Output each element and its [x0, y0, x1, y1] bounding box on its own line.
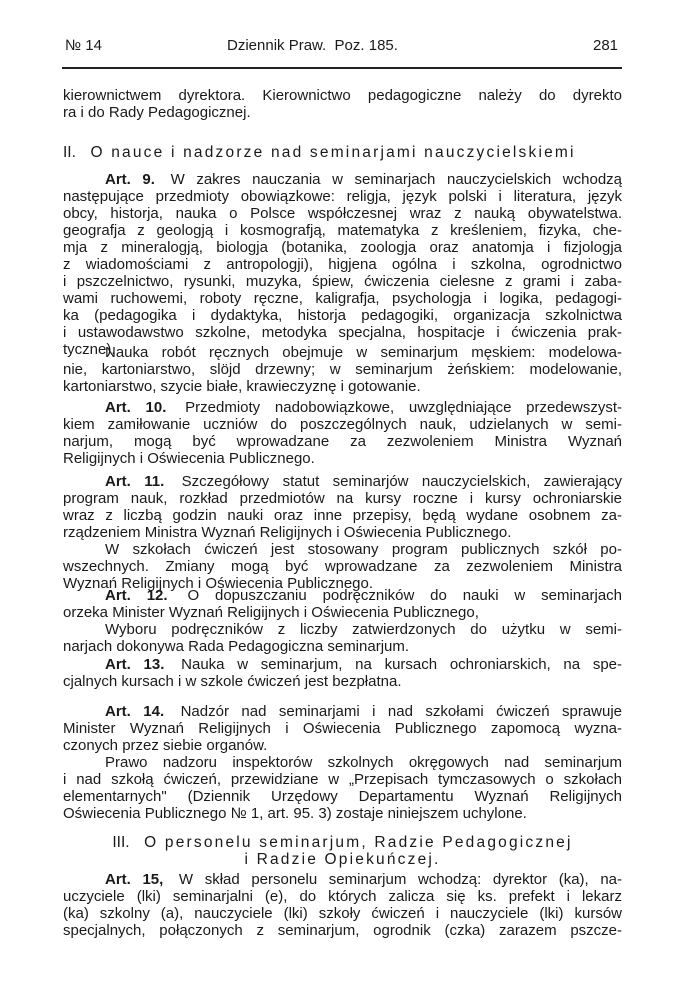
text-line: [63, 307, 622, 324]
article-label: Art. 10.: [105, 399, 167, 416]
text-line: [63, 256, 622, 273]
line-text: tyczne).: [63, 341, 116, 358]
article-12: [63, 587, 622, 621]
text-line: [63, 222, 622, 239]
line-text: nie, kartoniarstwo, slöjd drzewny; w seminarjum żeńskiem: modelowanie,: [63, 361, 622, 378]
line-text: O personelu seminarjum, Radzie Pedagogicznej: [144, 834, 573, 851]
line-text: Nauka robót ręcznych obejmuje w seminarjum męskiem: modelowa-: [105, 344, 622, 361]
text-line: [63, 239, 622, 256]
text-line: [63, 473, 622, 490]
line-text: następujące przedmioty obowiązkowe: religja, język polski i literatura, język: [63, 188, 622, 205]
text-line: [63, 851, 622, 868]
text-line: [63, 771, 622, 788]
line-text: Minister Wyznań Religijnych i Oświecenia Publicznego zapomocą wyzna-: [63, 720, 622, 737]
line-text: wami ruchowemi, roboty ręczne, kaligrafja, psychologja i logika, pedagogi-: [63, 290, 622, 307]
text-line: [63, 788, 622, 805]
line-text: czonych przez siebie organów.: [63, 737, 268, 754]
line-text: wraz z liczbą godzin nauki oraz inne przepisy, będą wydane osobnem za-: [63, 507, 622, 524]
article-11-paragraph-2: [63, 541, 622, 592]
line-text: Przedmioty nadobowiązkowe, uwzględniające przedewszyst-: [185, 399, 622, 416]
line-text: ra i do Rady Pedagogicznej.: [63, 104, 251, 121]
text-line: [63, 144, 622, 161]
text-line: [63, 703, 622, 720]
line-text: cjalnych kursach i w szkole ćwiczeń jest bezpłatna.: [63, 673, 402, 690]
line-text: kartoniarstwo, szycie białe, krawieczyznę i gotowanie.: [63, 378, 421, 395]
text-line: [63, 378, 622, 395]
article-11: [63, 473, 622, 541]
text-line: [63, 673, 622, 690]
line-text: Religijnych i Oświecenia Publicznego.: [63, 450, 315, 467]
line-text: orzeka Minister Wyznań Religijnych i Oświecenia Publicznego,: [63, 604, 479, 621]
text-line: [63, 416, 622, 433]
article-14-paragraph-2: [63, 754, 622, 822]
article-label: Art. 11.: [105, 473, 165, 490]
line-text: geografja z geologją i kosmografją, matematyka z kreśleniem, fizyka, che-: [63, 222, 622, 239]
line-text: W skład personelu seminarjum wchodzą: dyrektor (ka), na-: [178, 871, 623, 888]
article-label: Art. 9.: [105, 171, 155, 188]
article-label: Art. 14.: [105, 703, 165, 720]
section-number: III.: [112, 834, 130, 851]
text-line: [63, 188, 622, 205]
line-text: O dopuszczaniu podręczników do nauki w seminarjach: [187, 587, 623, 604]
text-line: [63, 290, 622, 307]
article-10: [63, 399, 622, 467]
text-line: [63, 87, 622, 104]
text-line: [63, 344, 622, 361]
text-line: [63, 638, 622, 655]
text-line: [63, 621, 622, 638]
article-9-paragraph-2: [63, 344, 622, 395]
text-line: [63, 399, 622, 416]
text-line: [63, 490, 622, 507]
text-line: [63, 104, 622, 121]
line-text: elementarnych" (Dziennik Urzędowy Departamentu Wyznań Religijnych: [63, 788, 622, 805]
line-text: W zakres nauczania w seminarjach nauczycielskich wchodzą: [170, 171, 623, 188]
text-line: [63, 205, 622, 222]
article-15: [63, 871, 622, 939]
section-heading-ii: [63, 144, 622, 161]
text-line: [63, 587, 622, 604]
line-text: i pszczelnictwo, rysunki, muzyka, śpiew, ćwiczenia cielesne z grami i zaba-: [63, 273, 622, 290]
line-text: Wyboru podręczników z liczby zatwierdzonych do użytku w semi-: [105, 621, 622, 638]
line-text: kiem zamiłowanie uczniów do poszczególnych nauk, udzielanych w semi-: [63, 416, 622, 433]
line-text: Wyznań Religijnych i Oświecenia Publicznego.: [63, 575, 374, 592]
text-line: [63, 450, 622, 467]
article-12-paragraph-2: [63, 621, 622, 655]
line-text: rządzeniem Ministra Wyznań Religijnych i Oświecenia Publicznego.: [63, 524, 512, 541]
text-line: [63, 604, 622, 621]
running-title: Dziennik Praw. Poz. 185.: [227, 37, 398, 54]
text-line: [63, 834, 622, 851]
line-text: uczyciele (lki) seminarjalni (e), do których zalicza się ks. prefekt i lekarz: [63, 888, 622, 905]
line-text: Oświecenia Publicznego № 1, art. 95. 3) zostaje niniejszem uchylone.: [63, 805, 527, 822]
line-text: narjum, mogą być wprowadzane za zezwoleniem Ministra Wyznań: [63, 433, 622, 450]
line-text: Nauka w seminarjum, na kursach ochroniarskich, na spe-: [181, 656, 623, 673]
text-line: [63, 720, 622, 737]
article-13: [63, 656, 622, 690]
text-line: [63, 754, 622, 771]
line-text: obcy, historja, nauka o Polsce współczesnej wraz z nauką obywatelstwa.: [63, 205, 622, 222]
header-rule: [62, 67, 622, 69]
line-text: specjalnych, połączonych z seminarjum, ogrodnik (czka) zarazem pszcze-: [63, 922, 622, 939]
line-text: program nauk, rozkład przedmiotów na kursy roczne i kursy ochroniarskie: [63, 490, 622, 507]
line-text: O nauce i nadzorze nad seminarjami nauczycielskiemi: [90, 144, 576, 161]
line-text: (ka) szkolny (a), nauczyciele (lki) szkoły ćwiczeń i nauczyciele (lki) kursów: [63, 905, 622, 922]
article-label: Art. 12.: [105, 587, 168, 604]
line-text: W szkołach ćwiczeń jest stosowany program publicznych szkół po-: [105, 541, 622, 558]
line-text: narjach dokonywa Rada Pedagogiczna seminarjum.: [63, 638, 410, 655]
text-line: [63, 805, 622, 822]
line-text: mja z mineralogją, biologja (botanika, zoologja oraz anatomja i fizjologja: [63, 239, 622, 256]
issue-number: № 14: [65, 37, 102, 54]
line-text: Prawo nadzoru inspektorów szkolnych okręgowych nad seminarjum: [105, 754, 622, 771]
line-text: kierownictwem dyrektora. Kierownictwo pedagogiczne należy do dyrekto: [63, 87, 622, 104]
line-text: i Radzie Opiekuńczej.: [244, 851, 441, 868]
article-9: [63, 171, 622, 358]
article-label: Art. 15,: [105, 871, 164, 888]
paragraph-continuation: [63, 87, 622, 121]
article-label: Art. 13.: [105, 656, 165, 673]
text-line: [63, 324, 622, 341]
text-line: [63, 558, 622, 575]
text-line: [63, 273, 622, 290]
line-text: ka (pedagogika i dydaktyka, historja pedagogiki, organizacja szkolnictwa: [63, 307, 622, 324]
text-line: [63, 905, 622, 922]
text-line: [63, 433, 622, 450]
text-line: [63, 541, 622, 558]
article-14: [63, 703, 622, 754]
line-text: i nad szkołą ćwiczeń, przewidziane w „Przepisach tymczasowych o szkołach: [63, 771, 622, 788]
text-line: [63, 656, 622, 673]
line-text: z wiadomościami z antropologji), higjena ogólna i szkolna, ogrodnictwo: [63, 256, 622, 273]
text-line: [63, 171, 622, 188]
text-line: [63, 361, 622, 378]
text-line: [63, 871, 622, 888]
text-line: [63, 888, 622, 905]
text-line: [63, 922, 622, 939]
text-line: [63, 507, 622, 524]
text-line: [63, 737, 622, 754]
line-text: Szczegółowy statut seminarjów nauczycielskich, zawierający: [181, 473, 622, 490]
text-line: [63, 524, 622, 541]
section-heading-iii: [63, 834, 622, 868]
line-text: i ustawodawstwo szkolne, metodyka specjalna, hospitacje i ćwiczenia prak-: [63, 324, 622, 341]
section-number: II.: [63, 144, 76, 161]
line-text: Nadzór nad seminarjami i nad szkołami ćwiczeń sprawuje: [180, 703, 623, 720]
line-text: wszechnych. Zmiany mogą być wprowadzane za zezwoleniem Ministra: [63, 558, 622, 575]
page-number: 281: [593, 37, 619, 54]
